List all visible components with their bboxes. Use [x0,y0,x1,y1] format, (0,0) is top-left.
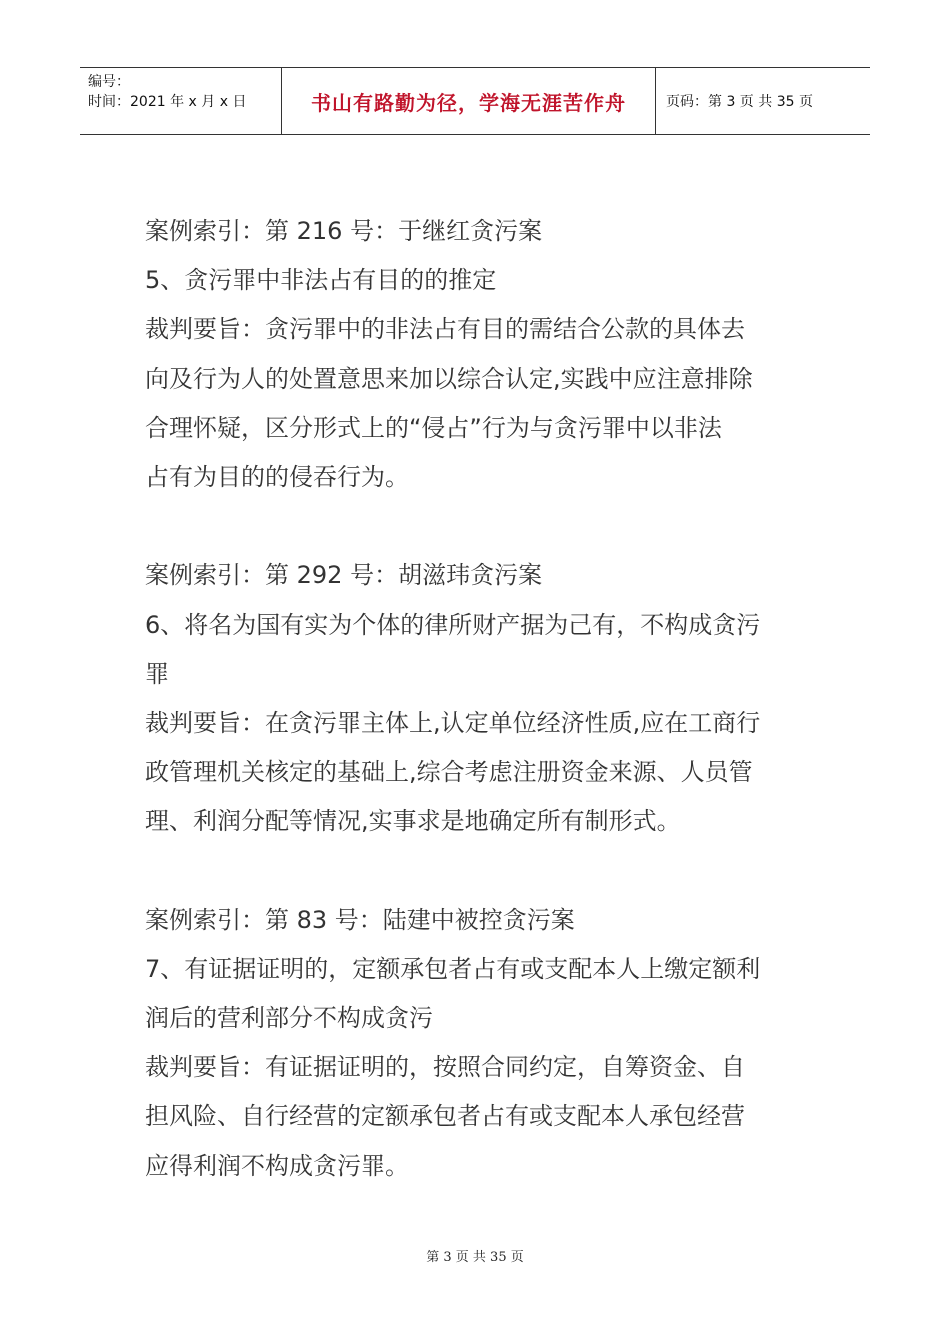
document-body [145,207,805,1191]
ruling-summary-7-line-1: 裁判要旨：有证据证明的，按照合同约定，自筹资金、自 [145,1053,745,1082]
section-heading-6-line-1: 6、将名为国有实为个体的律所财产据为己有，不构成贪污 [145,610,761,639]
header-motto-cell [282,68,656,134]
paragraph-gap [145,502,805,551]
header-motto: 书山有路勤为径，学海无涯苦作舟 [311,90,626,115]
ruling-summary-7-line-2: 担风险、自行经营的定额承包者占有或支配本人承包经营 [145,1102,745,1131]
page-footer: 第 3 页 共 35 页 [426,1250,524,1265]
ruling-summary-6-line-2: 政管理机关核定的基础上,综合考虑注册资金来源、人员管 [145,758,753,787]
ruling-summary-6-line-1: 裁判要旨：在贪污罪主体上,认定单位经济性质,应在工商行 [145,708,761,737]
document-date: 时间：2021 年 x 月 x 日 [88,94,247,110]
header-page-info: 页码：第 3 页 共 35 页 [666,94,813,110]
case-index-292: 案例索引：第 292 号：胡滋玮贪污案 [145,561,543,590]
ruling-summary-6-line-3: 理、利润分配等情况,实事求是地确定所有制形式。 [145,807,681,836]
header-meta-cell [80,68,282,134]
section-heading-7-line-1: 7、有证据证明的，定额承包者占有或支配本人上缴定额利 [145,954,761,983]
case-index-216: 案例索引：第 216 号：于继红贪污案 [145,217,543,245]
page-header [80,67,870,135]
ruling-summary-5-line-3: 合理怀疑，区分形式上的“侵占”行为与贪污罪中以非法 [145,413,722,442]
paragraph-gap [145,846,805,895]
case-index-83: 案例索引：第 83 号：陆建中被控贪污案 [145,905,575,934]
ruling-summary-5-line-2: 向及行为人的处置意思来加以综合认定,实践中应注意排除 [145,364,753,393]
ruling-summary-7-line-3: 应得利润不构成贪污罪。 [145,1151,409,1180]
section-heading-5: 5、贪污罪中非法占有目的的推定 [145,266,497,295]
section-heading-7-line-2: 润后的营利部分不构成贪污 [145,1004,433,1032]
section-heading-6-line-2: 罪 [145,659,169,688]
ruling-summary-5-line-4: 占有为目的的侵吞行为。 [145,462,409,491]
document-number-label: 编号： [88,74,130,90]
header-page-cell [656,68,870,134]
ruling-summary-5-line-1: 裁判要旨：贪污罪中的非法占有目的需结合公款的具体去 [145,315,745,344]
